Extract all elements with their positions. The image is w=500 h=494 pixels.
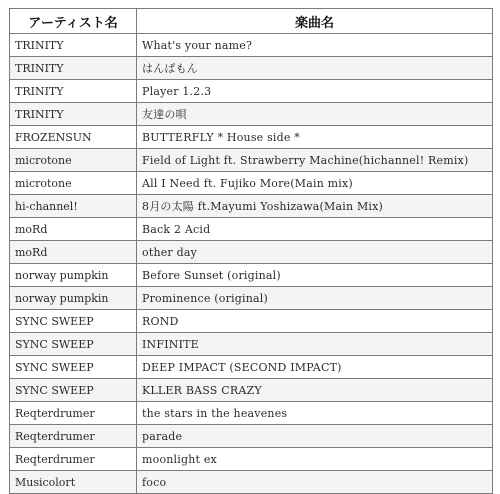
table-row — [10, 448, 493, 471]
table-row — [10, 379, 493, 402]
table-row — [10, 287, 493, 310]
song-cell: other day — [137, 241, 493, 264]
song-cell: All I Need ft. Fujiko More(Main mix) — [137, 172, 493, 195]
artist-cell: SYNC SWEEP — [10, 379, 137, 402]
song-cell: INFINITE — [137, 333, 493, 356]
artist-cell: Reqterdrumer — [10, 402, 137, 425]
artist-cell: Musicolort — [10, 471, 137, 494]
table-header — [10, 9, 493, 34]
song-cell: KLLER BASS CRAZY — [137, 379, 493, 402]
artist-cell: TRINITY — [10, 103, 137, 126]
table-row — [10, 241, 493, 264]
table-row — [10, 80, 493, 103]
table-row — [10, 356, 493, 379]
song-cell: 友達の唄 — [137, 103, 493, 126]
artist-cell: TRINITY — [10, 57, 137, 80]
artist-cell: FROZENSUN — [10, 126, 137, 149]
table-row — [10, 195, 493, 218]
song-cell: moonlight ex — [137, 448, 493, 471]
artist-column-header: アーティスト名 — [10, 9, 137, 34]
table-row — [10, 103, 493, 126]
table-row — [10, 34, 493, 57]
artist-cell: SYNC SWEEP — [10, 356, 137, 379]
table-row — [10, 264, 493, 287]
artist-cell: hi-channel! — [10, 195, 137, 218]
table-row — [10, 402, 493, 425]
song-cell: Player 1.2.3 — [137, 80, 493, 103]
artist-cell: Reqterdrumer — [10, 425, 137, 448]
artist-cell: moRd — [10, 241, 137, 264]
song-cell: BUTTERFLY * House side * — [137, 126, 493, 149]
artist-cell: Reqterdrumer — [10, 448, 137, 471]
song-column-header: 楽曲名 — [137, 9, 493, 34]
song-list-table — [9, 8, 493, 494]
table-row — [10, 57, 493, 80]
table-row — [10, 471, 493, 494]
song-cell: Back 2 Acid — [137, 218, 493, 241]
artist-cell: TRINITY — [10, 80, 137, 103]
artist-cell: TRINITY — [10, 34, 137, 57]
song-cell: Field of Light ft. Strawberry Machine(hichannel! Remix) — [137, 149, 493, 172]
artist-cell: norway pumpkin — [10, 264, 137, 287]
artist-cell: microtone — [10, 172, 137, 195]
song-cell: foco — [137, 471, 493, 494]
artist-cell: SYNC SWEEP — [10, 310, 137, 333]
header-row — [10, 9, 493, 34]
table-row — [10, 310, 493, 333]
table-row — [10, 172, 493, 195]
artist-cell: moRd — [10, 218, 137, 241]
artist-cell: SYNC SWEEP — [10, 333, 137, 356]
song-cell: 8月の太陽 ft.Mayumi Yoshizawa(Main Mix) — [137, 195, 493, 218]
table-row — [10, 218, 493, 241]
artist-cell: norway pumpkin — [10, 287, 137, 310]
song-cell: parade — [137, 425, 493, 448]
table-row — [10, 126, 493, 149]
song-cell: What's your name? — [137, 34, 493, 57]
song-cell: DEEP IMPACT (SECOND IMPACT) — [137, 356, 493, 379]
table-body — [10, 34, 493, 494]
song-cell: Prominence (original) — [137, 287, 493, 310]
table-row — [10, 333, 493, 356]
song-cell: Before Sunset (original) — [137, 264, 493, 287]
song-cell: ROND — [137, 310, 493, 333]
song-cell: the stars in the heavenes — [137, 402, 493, 425]
table-row — [10, 425, 493, 448]
artist-cell: microtone — [10, 149, 137, 172]
table-row — [10, 149, 493, 172]
song-cell: はんぱもん — [137, 57, 493, 80]
